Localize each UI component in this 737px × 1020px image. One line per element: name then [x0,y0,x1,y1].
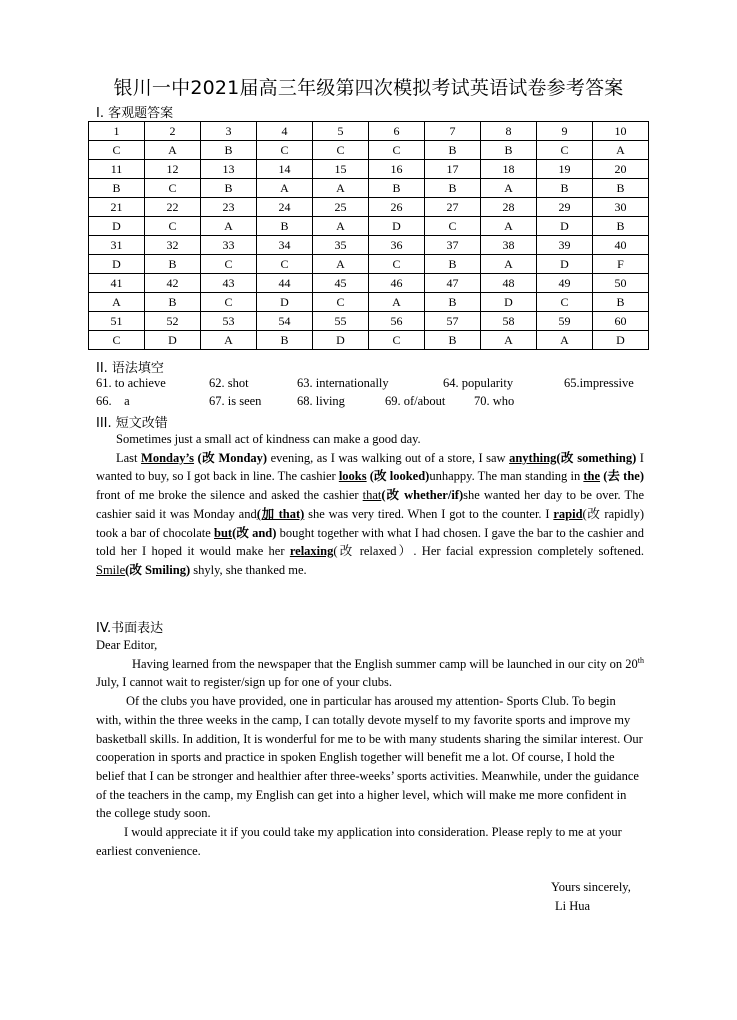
answer-cell: D [537,217,593,236]
grammar-answer-64: 64. popularity [443,376,514,390]
answer-cell: B [145,293,201,312]
fix-2: (改 something) [556,450,637,465]
answer-cell: C [145,217,201,236]
objective-answer-table [88,121,649,350]
answer-cell: B [145,255,201,274]
error-correction-passage [96,430,644,580]
section-2-heading: II. 语法填空 [96,361,164,376]
question-number-cell: 60 [593,312,649,331]
question-number-cell: 57 [425,312,481,331]
answer-cell: B [481,141,537,160]
answer-cell: C [257,141,313,160]
error-word-7: rapid [553,506,583,521]
question-number-cell: 21 [89,198,145,217]
answer-cell: C [369,255,425,274]
question-number-cell: 8 [481,122,537,141]
answer-cell: A [481,255,537,274]
answer-cell: B [425,255,481,274]
answer-cell: C [201,293,257,312]
question-number-cell: 28 [481,198,537,217]
answer-cell: B [257,331,313,350]
answer-cell: C [201,255,257,274]
question-number-cell: 7 [425,122,481,141]
question-number-cell: 5 [313,122,369,141]
answer-cell: C [89,141,145,160]
fix-6: (加 that) [256,506,305,521]
answer-cell: B [593,179,649,198]
question-number-cell: 35 [313,236,369,255]
essay-paragraph-1: Having learned from the newspaper that the English summer camp will be launched in our city on 20th July, I cannot wait to register/sign up for one of your clubs. [96,655,644,690]
answer-cell: B [201,141,257,160]
answer-cell: C [89,331,145,350]
answer-cell: A [369,293,425,312]
question-number-row [89,160,649,179]
answer-cell: C [313,141,369,160]
question-number-cell: 14 [257,160,313,179]
question-number-cell: 19 [537,160,593,179]
question-number-cell: 58 [481,312,537,331]
answer-cell: D [537,255,593,274]
question-number-cell: 2 [145,122,201,141]
grammar-answer-69: 69. of/about [385,394,446,408]
question-number-cell: 45 [313,274,369,293]
fix-5: (改 whether/if) [381,488,464,503]
section-4-heading: IV.书面表达 [96,621,164,636]
essay-paragraph-2: Of the clubs you have provided, one in particular has aroused my attention- Sports Club. To begin with, within the three weeks in the camp, I can totally devote myself to my favorite sports and improve my basketball skills. In addition, It is wonderful for me to be with many students sharing the similar interest. Our cooperation in sports and practice in spoken English together will benefit me a lot. Of course, I hold the belief that I can be stronger and healthier after three-weeks’ sports activities. Meanwhile, under the guidance of the teachers in the camp, my English can get into a higher level, which will make me more confident in the college study soon. [96,694,643,821]
fix-10: (改 Smiling) [125,562,191,577]
question-number-cell: 41 [89,274,145,293]
essay-greeting: Dear Editor, [96,638,158,652]
question-number-cell: 4 [257,122,313,141]
answer-row [89,255,649,274]
answer-row [89,293,649,312]
answer-cell: D [369,217,425,236]
question-number-cell: 53 [201,312,257,331]
answer-cell: C [369,331,425,350]
answer-row [89,179,649,198]
answer-cell: C [537,141,593,160]
answer-cell: A [257,179,313,198]
writing-essay [96,636,644,860]
question-number-cell: 59 [537,312,593,331]
answer-cell: C [313,293,369,312]
grammar-answer-66: 66. a [96,394,130,408]
question-number-cell: 47 [425,274,481,293]
answer-cell: B [537,179,593,198]
question-number-cell: 1 [89,122,145,141]
question-number-cell: 6 [369,122,425,141]
answer-cell: B [257,217,313,236]
answer-cell: B [593,293,649,312]
question-number-cell: 56 [369,312,425,331]
correction-paragraph-1: Sometimes just a small act of kindness can make a good day. [116,432,421,446]
question-number-cell: 25 [313,198,369,217]
question-number-cell: 30 [593,198,649,217]
question-number-cell: 49 [537,274,593,293]
error-word-2: anything [509,450,557,465]
answer-cell: A [313,179,369,198]
fix-7: (改 rapidly) [582,506,644,521]
question-number-cell: 37 [425,236,481,255]
answer-cell: C [537,293,593,312]
error-word-5: that [362,488,382,503]
question-number-cell: 38 [481,236,537,255]
question-number-cell: 31 [89,236,145,255]
answer-cell: B [369,179,425,198]
answer-cell: A [481,179,537,198]
question-number-cell: 26 [369,198,425,217]
error-word-10: Smile [96,562,126,577]
answer-cell: B [425,293,481,312]
question-number-cell: 3 [201,122,257,141]
answer-cell: D [593,331,649,350]
question-number-cell: 10 [593,122,649,141]
grammar-answer-63: 63. internationally [297,376,389,390]
answer-cell: B [425,331,481,350]
question-number-cell: 55 [313,312,369,331]
question-number-cell: 18 [481,160,537,179]
question-number-cell: 50 [593,274,649,293]
question-number-cell: 17 [425,160,481,179]
answer-cell: B [89,179,145,198]
answer-cell: A [201,217,257,236]
fix-1: (改 Monday) [194,450,268,465]
question-number-cell: 16 [369,160,425,179]
question-number-cell: 29 [537,198,593,217]
question-number-cell: 12 [145,160,201,179]
question-number-cell: 46 [369,274,425,293]
answer-cell: D [257,293,313,312]
grammar-answer-61: 61. to achieve [96,376,166,390]
question-number-row [89,122,649,141]
essay-paragraph-3: I would appreciate it if you could take my application into consideration. Please reply to me at your earliest convenience. [96,825,622,858]
answer-cell: D [89,217,145,236]
error-word-4: the [583,469,601,484]
question-number-cell: 9 [537,122,593,141]
grammar-answer-62: 62. shot [209,376,249,390]
error-word-9: relaxing [289,544,334,559]
question-number-cell: 22 [145,198,201,217]
question-number-cell: 51 [89,312,145,331]
answer-cell: D [89,255,145,274]
fix-3: (改 looked) [366,469,430,484]
question-number-cell: 44 [257,274,313,293]
answer-cell: D [481,293,537,312]
answer-cell: C [257,255,313,274]
grammar-answer-65: 65.impressive [564,376,634,390]
fix-4: (去 the) [600,469,644,484]
question-number-cell: 23 [201,198,257,217]
answer-cell: A [593,141,649,160]
question-number-cell: 13 [201,160,257,179]
section-1-heading: I. 客观题答案 [96,106,174,121]
answer-cell: B [201,179,257,198]
answer-cell: A [537,331,593,350]
answer-row [89,141,649,160]
answer-cell: C [425,217,481,236]
question-number-cell: 52 [145,312,201,331]
error-word-8: but [214,525,233,540]
correction-paragraph-2: Last Monday’s (改 Monday) evening, as I was walking out of a store, I saw anything(改 something) I wanted to buy, so I got back in line. The cashier looks (改 looked)unhappy. The man standing in the (去 the) front of me broke the silence and asked the cashier that(改 whether/if)she wanted her day to be over. The cashier said it was Monday and(加 that) she was very tired. When I got to the counter. I rapid(改 rapidly) took a bar of chocolate but(改 and) bought together with what I had chosen. I gave the bar to the cashier and told her I hoped it would make her relaxing(改 relaxed）. Her facial expression completely softened. Smile(改 Smiling) shyly, she thanked me. [96,450,644,577]
answer-cell: D [145,331,201,350]
essay-closing: Yours sincerely, [551,880,631,894]
grammar-answer-67: 67. is seen [209,394,262,408]
question-number-cell: 54 [257,312,313,331]
question-number-cell: 32 [145,236,201,255]
answer-cell: B [425,179,481,198]
page-title: 银川一中2021届高三年级第四次模拟考试英语试卷参考答案 [113,77,624,99]
answer-cell: D [313,331,369,350]
answer-cell: F [593,255,649,274]
answer-cell: A [313,217,369,236]
question-number-cell: 20 [593,160,649,179]
fix-8: (改 and) [232,525,277,540]
question-number-row [89,312,649,331]
section-3-heading: III. 短文改错 [96,416,168,431]
answer-cell: C [369,141,425,160]
question-number-cell: 40 [593,236,649,255]
answer-cell: A [481,217,537,236]
question-number-cell: 36 [369,236,425,255]
grammar-answer-70: 70. who [474,394,515,408]
answer-cell: C [145,179,201,198]
answer-cell: A [89,293,145,312]
answer-cell: A [481,331,537,350]
fix-9: (改 relaxed） [333,544,414,559]
answer-cell: A [201,331,257,350]
answer-row [89,331,649,350]
question-number-cell: 39 [537,236,593,255]
error-word-3: looks [338,469,367,484]
question-number-cell: 33 [201,236,257,255]
question-number-row [89,236,649,255]
error-word-1: Monday’s [141,450,195,465]
question-number-cell: 42 [145,274,201,293]
question-number-cell: 34 [257,236,313,255]
question-number-cell: 15 [313,160,369,179]
grammar-answer-68: 68. living [297,394,345,408]
question-number-cell: 11 [89,160,145,179]
question-number-cell: 48 [481,274,537,293]
answer-cell: B [425,141,481,160]
answer-cell: A [145,141,201,160]
question-number-row [89,198,649,217]
question-number-row [89,274,649,293]
answer-cell: A [313,255,369,274]
question-number-cell: 27 [425,198,481,217]
question-number-cell: 43 [201,274,257,293]
essay-signature: Li Hua [555,899,591,913]
answer-row [89,217,649,236]
answer-cell: B [593,217,649,236]
question-number-cell: 24 [257,198,313,217]
